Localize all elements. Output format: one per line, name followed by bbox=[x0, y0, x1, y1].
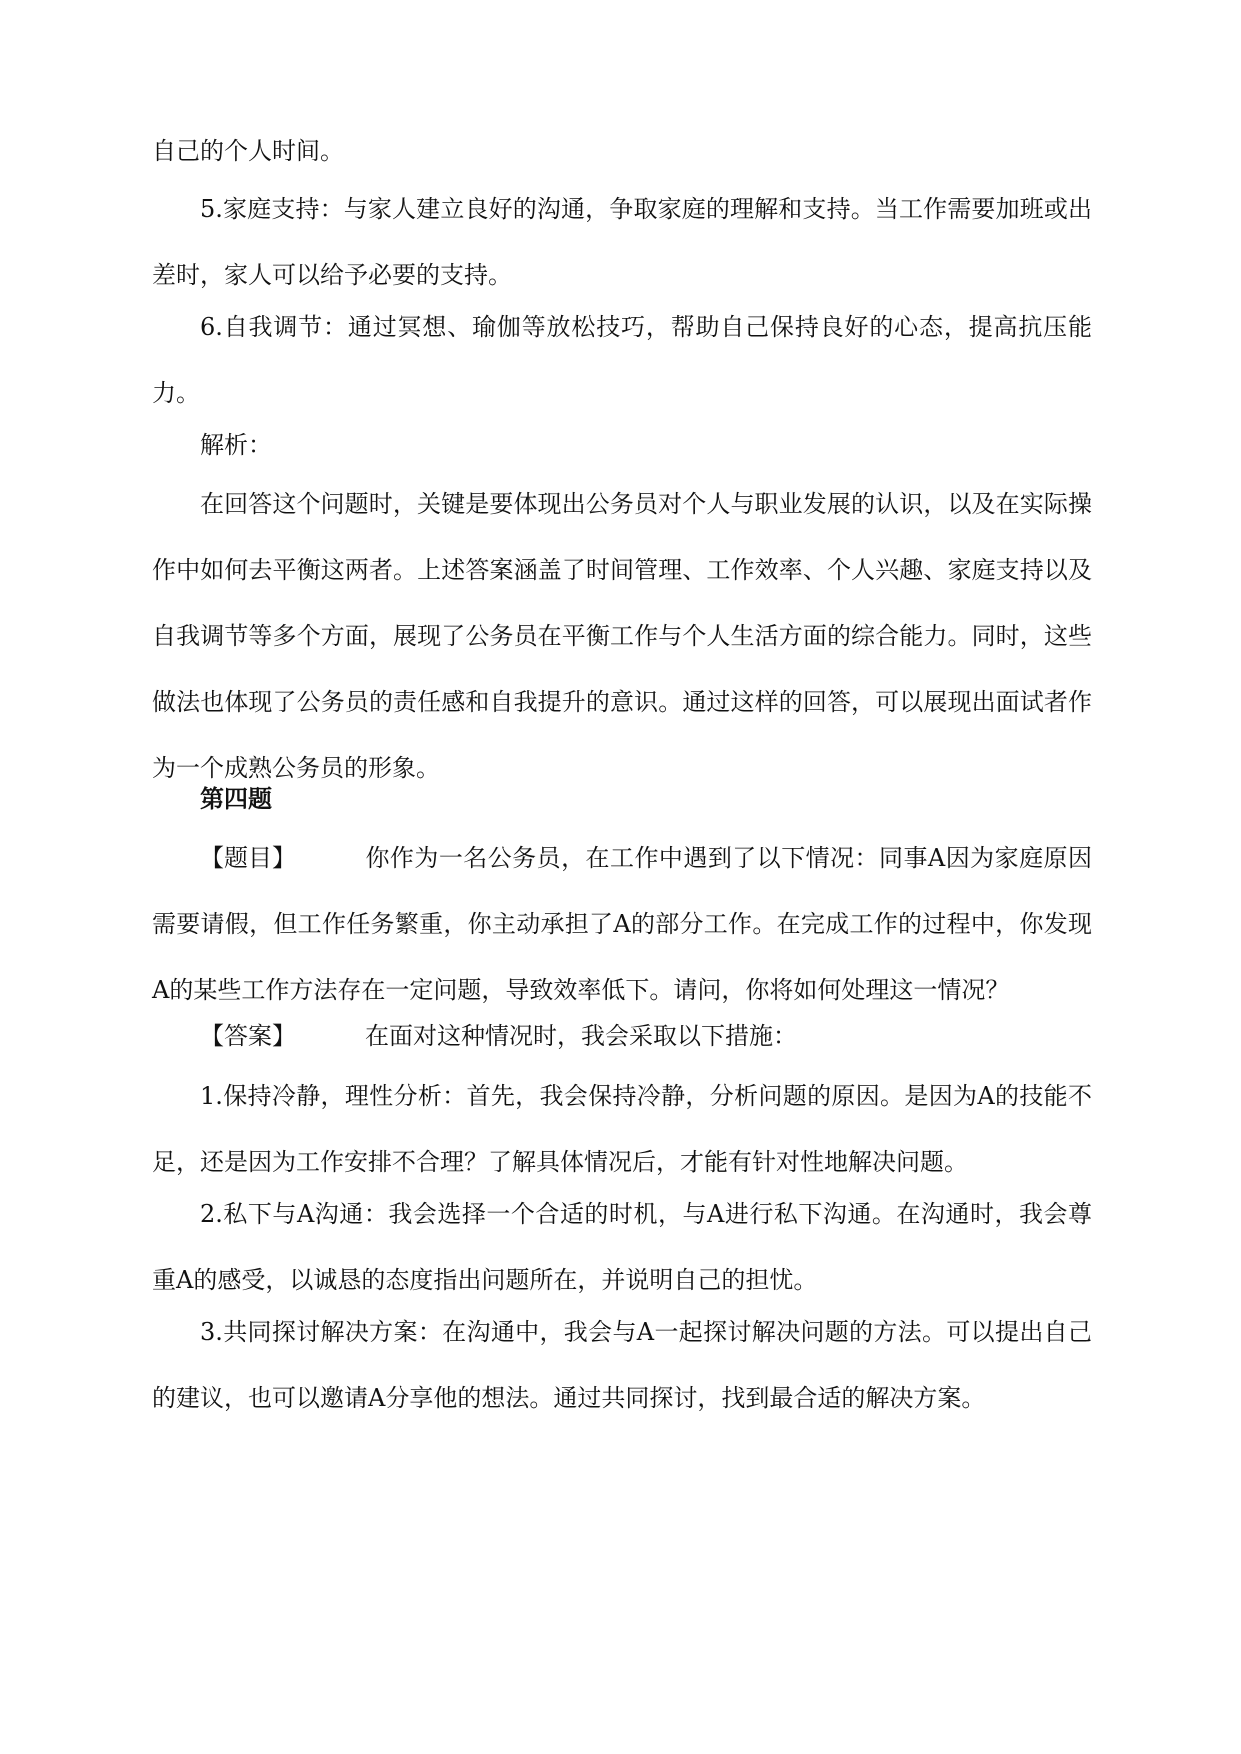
section-title: 第四题 bbox=[200, 785, 272, 813]
paragraph-self-regulation: 6.自我调节：通过冥想、瑜伽等放松技巧，帮助自己保持良好的心态，提高抗压能力。 bbox=[152, 313, 1092, 407]
answer-tag: 【答案】 bbox=[200, 1022, 296, 1050]
paragraph-family-support: 5.家庭支持：与家人建立良好的沟通，争取家庭的理解和支持。当工作需要加班或出差时，家人可以给予必要的支持。 bbox=[152, 195, 1092, 289]
question-text: 你作为一名公务员，在工作中遇到了以下情况：同事A因为家庭原因需要请假，但工作任务繁重，你主动承担了A的部分工作。在完成工作的过程中，你发现A的某些工作方法存在一定问题，导致效率低下。请问，你将如何处理这一情况？ bbox=[152, 844, 1092, 1004]
answer-step-1: 1.保持冷静，理性分析：首先，我会保持冷静，分析问题的原因。是因为A的技能不足，还是因为工作安排不合理？了解具体情况后，才能有针对性地解决问题。 bbox=[152, 1082, 1092, 1176]
answer-intro: 在面对这种情况时，我会采取以下措施： bbox=[365, 1022, 797, 1050]
question-tag: 【题目】 bbox=[200, 844, 296, 872]
analysis-label: 解析： bbox=[200, 431, 272, 459]
analysis-text: 在回答这个问题时，关键是要体现出公务员对个人与职业发展的认识，以及在实际操作中如何去平衡这两者。上述答案涵盖了时间管理、工作效率、个人兴趣、家庭支持以及自我调节等多个方面，展现了公务员在平衡工作与个人生活方面的综合能力。同时，这些做法也体现了公务员的责任感和自我提升的意识。通过这样的回答，可以展现出面试者作为一个成熟公务员的形象。 bbox=[152, 490, 1092, 782]
question-paragraph bbox=[152, 825, 1092, 1023]
answer-step-2: 2.私下与A沟通：我会选择一个合适的时机，与A进行私下沟通。在沟通时，我会尊重A的感受，以诚恳的态度指出问题所在，并说明自己的担忧。 bbox=[152, 1200, 1092, 1294]
answer-step-3: 3.共同探讨解决方案：在沟通中，我会与A一起探讨解决问题的方法。可以提出自己的建议，也可以邀请A分享他的想法。通过共同探讨，找到最合适的解决方案。 bbox=[152, 1318, 1092, 1412]
answer-paragraph bbox=[152, 1003, 1092, 1069]
paragraph-time-end: 自己的个人时间。 bbox=[152, 137, 344, 165]
